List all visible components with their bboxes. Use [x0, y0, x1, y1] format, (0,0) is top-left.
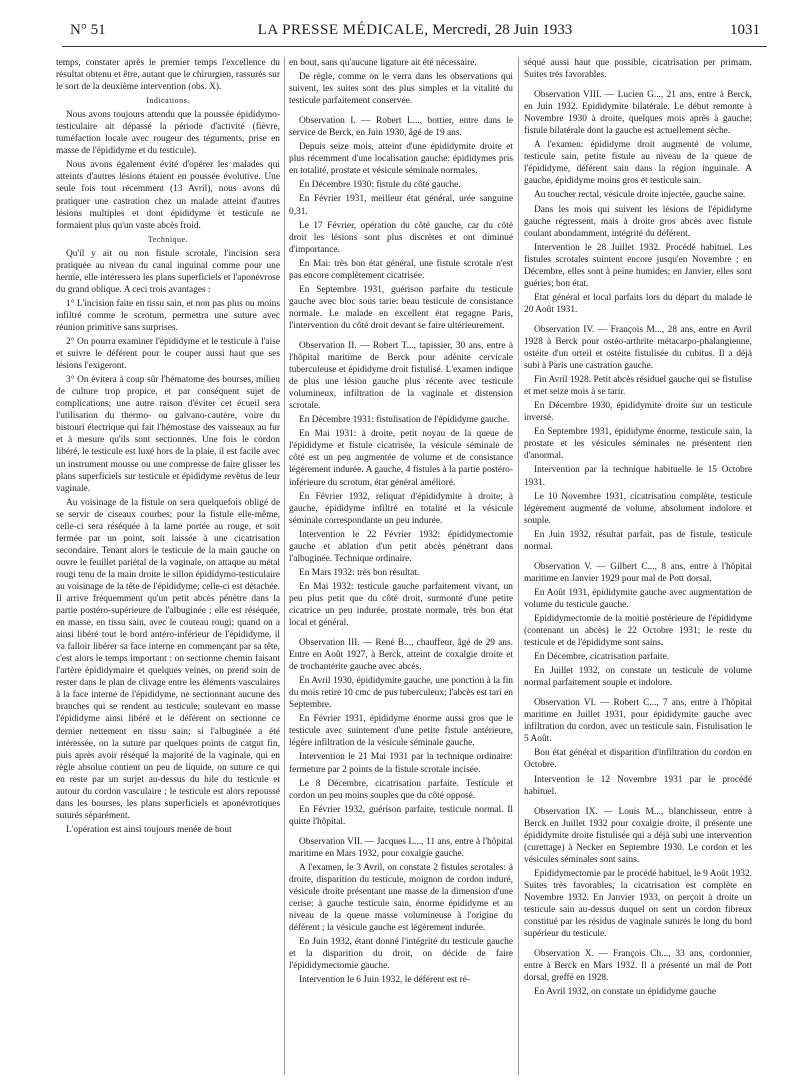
observation-heading: Observation X. — François Ch..., 33 ans, cordonnier, entre à Berck en Mars 1932. Il a présenté un mal de Pott dorsal, greffé en 1928.	[524, 949, 752, 984]
paragraph: temps, constater après le premier temps l'excellence du résultat obtenu et être, autant que le chirurgien, rassurés sur le sort de la deuxième intervention (obs. X).	[56, 58, 280, 93]
running-header	[70, 22, 760, 44]
paragraph: En Septembre 1931, épididyme énorme, testicule sain, la prostate et les vésicules séminales ne présentent rien d'anormal.	[524, 427, 752, 462]
column-left	[56, 57, 280, 1077]
paragraph: En Décembre, cicatrisation parfaite.	[534, 652, 670, 663]
paragraph: En Février 1932, guérison parfaite, testicule normal. Il quitte l'hôpital.	[289, 804, 513, 827]
column-divider	[518, 57, 519, 1075]
column-middle	[289, 57, 513, 1077]
paragraph: séqué aussi haut que possible, cicatrisation per primam. Suites très favorables.	[524, 58, 752, 81]
issue-date: Mercredi, 28 Juin 1933	[432, 22, 573, 38]
paragraph: Le 10 Novembre 1931, cicatrisation complète, testicule légèrement augmenté de volume, absolument indolore et souple.	[524, 491, 752, 526]
paragraph: L'opération est ainsi toujours menée de bout	[66, 824, 232, 835]
paragraph: En Mai: très bon état général, une fistule scrotale n'est pas encore complètement cicatrisée.	[289, 258, 513, 281]
paragraph: En Décembre 1930: fistule du côté gauche.	[299, 180, 461, 191]
paragraph: Intervention le 12 Novembre 1931 par le procédé habituel.	[524, 774, 752, 797]
observation-heading: Observation I. — Robert L..., bottier, entre dans le service de Berck, en Juin 1930, âgé de 19 ans.	[289, 116, 513, 139]
paragraph: Au toucher rectal, vésicule droite injectée, gauche saine.	[534, 190, 746, 201]
column-right	[524, 57, 752, 1077]
observation-heading: Observation VIII. — Lucien G..., 21 ans, entre à Berck, en Juin 1932. Epididymite bilatérale. Le début remonte à Novembre 1930 à droite, quelques mois après à gauche; fistule bilatérale dont la gauche est actuellement sèche.	[524, 90, 752, 137]
paragraph: Au voisinage de la fistule on sera quelquefois obligé de se servir de ciseaux courbes; pour la fistule elle-même, celle-ci sera réséquée à la lame portée au rouge, et soit fermée par un point, soit laissée à une cicatrisation secondaire. Tenant alors le testicule de la main gauche on ouvre le feuillet pariétal de la vaginale, on attaque au métal rougi tenu de la main droite le sillon épididymo-testiculaire au voisinage de la tête de l'épididyme; celle-ci est détachée. Il arrive fréquemment qu'un petit abcès pénètre dans la partie postéro-supérieure de l'albuginée ; elle est réséquée, en masse, en tissu sain, avec le couteau rougi; quand on a ainsi libéré tout le bord antéro-inférieur de l'épididyme, il va falloir libérer sa face interne en commençant par sa tête, c'est alors le temps important : on sectionne chemin faisant l'artère épididymaire et quelques veines, on prend soin de rester dans le plan de clivage entre les éléments vasculaires à la face interne de l'épididyme, ne sectionnant aucune des branches qui se rendent au testicule; soulevant en masse l'épididyme ainsi libéré et le déférent on sectionne ce dernier nettement en tissu sain; si l'albuginée a été intéressée, on la suture par quelques points de catgut fin, puis après avoir réséqué la majorité de la vaginale, qui en règle absolue contient un peu de liquide, on suture ce qui en reste par un surjet au-dessus du hile du testicule et autour du cordon vasculaire ; le testicule est alors repoussé dans les bourses, les plans superficiels et aponévrotiques suturés séparément.	[56, 497, 280, 821]
paragraph: A l'examen, le 3 Avril, on constate 2 fistules scrotales: à droite, disparition du testicule, moignon de cordon induré, vésicule droite présentant une masse de la dimension d'une cerise; à gauche testicule sain, énorme épididyme et au niveau de la queue masse volumineuse à l'origine du déférent ; la vésicule gauche est légèrement indurée.	[289, 862, 513, 934]
header-rule	[62, 46, 767, 47]
issue-number: N° 51	[70, 22, 106, 38]
paragraph: 2° On pourra examiner l'épididyme et le testicule à l'aise et suivre le déférent pour le couper aussi haut que ses lésions l'exigeront.	[56, 337, 280, 372]
paragraph: 1° L'incision faite en tissu sain, et non pas plus ou moins infiltré comme le scrotum, permettra une suture avec réunion primitive sans surprises.	[56, 298, 280, 333]
paragraph: En Avril 1932, on constate un épididyme gauche	[534, 987, 717, 998]
observation-heading: Observation VII. — Jacques L..., 11 ans, entre à l'hôpital maritime en Mars 1932, pour coxalgie gauche.	[289, 836, 513, 859]
paragraph: Etat général et local parfaits lors du départ du malade le 20 Août 1931.	[524, 292, 752, 315]
section-heading-indications: Indications.	[146, 96, 190, 106]
journal-name: LA PRESSE MÉDICALE,	[257, 22, 429, 38]
observation-heading: Observation III. — René B..., chauffeur, âgé de 29 ans. Entre en Août 1927, à Berck, atteint de coxalgie droite et de trochantérite gauche avec abcès.	[289, 638, 513, 673]
paragraph: Intervention par la technique habituelle le 15 Octobre 1931.	[524, 465, 752, 488]
paragraph: En Mars 1932: très bon résultat.	[299, 567, 420, 578]
observation-heading: Observation II. — Robert T..., tapissier, 30 ans, entre à l'hôpital maritime de Berck pour adénite cervicale tuberculeuse et épididyme droit fistulisé. L'examen indique de plus une lésion gauche plus récente avec testicule volumineux, infiltration de la vaginale et distension scrotale.	[289, 340, 513, 412]
paragraph: En Juillet 1932, on constate un testicule de volume normal parfaitement souple et indolore.	[524, 666, 752, 689]
column-divider	[284, 57, 285, 1075]
paragraph: En Septembre 1931, guérison parfaite du testicule gauche avec bloc sous tarie: beau testicule de consistance normale. Le malade en excellent état regagne Paris, l'intervention du côté droit devant se faire ultérieurement.	[289, 284, 513, 331]
paragraph: Le 17 Février, opération du côté gauche, car du côté droit les lésions sont plus discrètes et ont diminué d'importance.	[289, 220, 513, 255]
paragraph: En Février 1931, meilleur état général, urée sanguine 0,31.	[289, 194, 513, 217]
paragraph: Epididymectomie de la moitié postérieure de l'épididyme (contenant un abcès) le 22 Octobre 1931; le reste du testicule et de l'épididyme sont sains.	[524, 613, 752, 649]
observation-heading: Observation IV. — François M..., 28 ans, entre en Avril 1928 à Berck pour ostéo-arthrite métacarpo-phalangienne, ostéite d'un orteil et ostéite fistulisée du cubitus. Il a déjà subi à Paris une castration gauche.	[524, 324, 752, 372]
paragraph: Depuis seize mois, atteint d'une épididymite droite et plus récemment d'une localisation gauche: épididymes pris en totalité, prostate et vésicule séminale normales.	[289, 142, 513, 177]
paragraph: En Décembre 1931: fistulisation de l'épididyme gauche.	[299, 415, 510, 426]
paragraph: En Mai 1931: à droite, petit noyau de la queue de l'épididyme et fistule cicatrisée, la vésicule séminale de côté est un peu augmentée de volume et de consistance légèrement indurée. A gauche, 4 fistules à la partie postéro-inférieure du scrotum, état général amélioré.	[289, 429, 513, 488]
paragraph: Dans les mois qui suivent les lésions de l'épididyme gauche régressent, mais à droite gros abcès avec fistule coulant abondamment, intégrité du déférent.	[524, 204, 752, 239]
paragraph: 3° On évitera à coup sûr l'hématome des bourses, milieu de culture trop propice, et par conséquent sujet de complications; une autre raison d'éviter cet écueil sera l'utilisation du thermo- ou galvano-cautère, voire du bistouri électrique qui fait l'hémostase des vaisseaux au fur et à mesure qu'ils sont sectionnés. Une fois le cordon libéré, le testicule est luxé hors de la plaie, il est facile avec un instrument mousse ou une compresse de faire glisser les plans superficiels sur testicule et épididyme revêtus de leur vaginale.	[56, 375, 280, 494]
paragraph: En Février 1931, épididyme énorme aussi gros que le testicule avec suintement d'une petite fistule antérieure, légère infiltration de la vésicule séminale gauche.	[289, 714, 513, 749]
paragraph: Intervention le 21 Mai 1931 par la technique ordinaire: fermeture par 2 points de la fistule scrotale incisée.	[289, 752, 513, 775]
paragraph: Nous avons également évité d'opérer les malades qui atteints d'autres lésions étaient en poussée évolutive. Une seule fois tout récemment (13 Avril), nous avons dû pratiquer une castration chez un malade atteint d'autres lésions multiples et dont épididyme et testicule ne formaient plus qu'un vaste abcès froid.	[56, 160, 280, 231]
paragraph: Le 8 Décembre, cicatrisation parfaite. Testicule et cordon un peu moins souples que du côté opposé.	[289, 778, 513, 801]
paragraph: A l'examen: épididyme droit augmenté de volume, testicule sain, petite fistule au niveau de la queue de l'épididyme, déférent sain dans la région inguinale. A gauche, épididyme moins gros et testicule sain.	[524, 140, 752, 187]
paragraph: Fin Avril 1928. Petit abcès résiduel gauche qui se fistulise et met seize mois à se tarir.	[524, 375, 752, 398]
paragraph: En Décembre 1930, épididymite droite sur un testicule inversé.	[524, 401, 752, 424]
paragraph: En Juin 1932, étant donné l'intégrité du testicule gauche et la disparition du droit, on décide de faire l'épididymectomie gauche.	[289, 937, 513, 972]
paragraph: Bon état général et disparition d'infiltration du cordon en Octobre.	[524, 748, 752, 771]
paragraph: Intervention le 28 Juillet 1932. Procédé habituel. Les fistules scrotales suintent encore jusqu'en Novembre ; en Décembre, elles sont à peine humides; en Janvier, elles sont guéries; bon état.	[524, 242, 752, 289]
paragraph: En Juin 1932, résultat parfait, pas de fistule, testicule normal.	[524, 529, 752, 552]
paragraph: Intervention le 6 Juin 1932, le déférent est ré-	[299, 975, 471, 986]
paragraph: Qu'il y ait ou non fistule scrotale, l'incision sera pratiquée au niveau du canal inguinal comme pour une hernie, elle intéressera les plans superficiels et l'aponévrose du grand oblique. A ceci trois avantages :	[56, 248, 280, 295]
observation-heading: Observation IX. — Louis M..., blanchisseur, entre à Berck en Juillet 1932 pour coxalgie droite, il présente une épididymite droite fistulisée qui a déjà subi une intervention (curettage) à Necker en Septembre 1930. Le cordon et les vésicules séminales sont sains.	[524, 806, 752, 865]
paragraph: Intervention le 22 Février 1932: épididymectomie gauche et ablation d'un petit abcès pénétrant dans l'albuginée. Technique ordinaire.	[289, 529, 513, 564]
paragraph: De règle, comme on le verra dans les observations qui suivent, les suites sont des plus simples et la vitalité du testicule parfaitement conservée.	[289, 72, 513, 107]
paragraph: En Février 1932, reliquat d'épididymite à droite; à gauche, épididyme infiltré en totalité et la vésicule séminale correspondante un peu indurée.	[289, 491, 513, 526]
section-heading-technique: Technique.	[147, 234, 189, 244]
observation-heading: Observation V. — Gilbert C..., 8 ans, entre à l'hôpital maritime en Janvier 1929 pour mal de Pott dorsal.	[524, 561, 752, 584]
paragraph: Epididymectomie par le procédé habituel, le 9 Août 1932. Suites très favorables, la cicatrisation est complète en Novembre 1932. En Janvier 1933, on perçoit à droite un testicule sain au-dessus duquel on sent un cordon fibreux constitué par les résidus de vaginale suturés le long du bord supérieur du testicule.	[524, 868, 752, 940]
paragraph: En Mai 1932: testicule gauche parfaitement vivant, un peu plus petit que du côté droit, surmonté d'une petite cicatrice un peu indurée, prostate normale, très bon état local et général.	[289, 581, 513, 629]
page-number: 1031	[730, 22, 760, 38]
paragraph: En Août 1931, épididymite gauche avec augmentation de volume du testicule gauche.	[524, 587, 752, 610]
paragraph: Nous avons toujours attendu que la poussée épididymo-testiculaire ait dépassé la période d'activité (fièvre, tuméfaction locale avec rougeur des téguments, prise en masse de l'épididyme et du testicule).	[56, 110, 280, 157]
observation-heading: Observation VI. — Robert C..., 7 ans, entre à l'hôpital maritime en Juillet 1931, pour épididymite gauche avec infiltration du cordon, avec un testicule sain. Fistulisation le 5 Août.	[524, 698, 752, 745]
header-title	[70, 22, 760, 39]
paragraph: en bout, sans qu'aucune ligature ait été nécessaire.	[289, 58, 477, 68]
paragraph: En Avril 1930, épididymite gauche, une ponction à la fin du mois retire 10 cmc de pus tuberculeux; l'abcès est tari en Septembre.	[289, 676, 513, 711]
